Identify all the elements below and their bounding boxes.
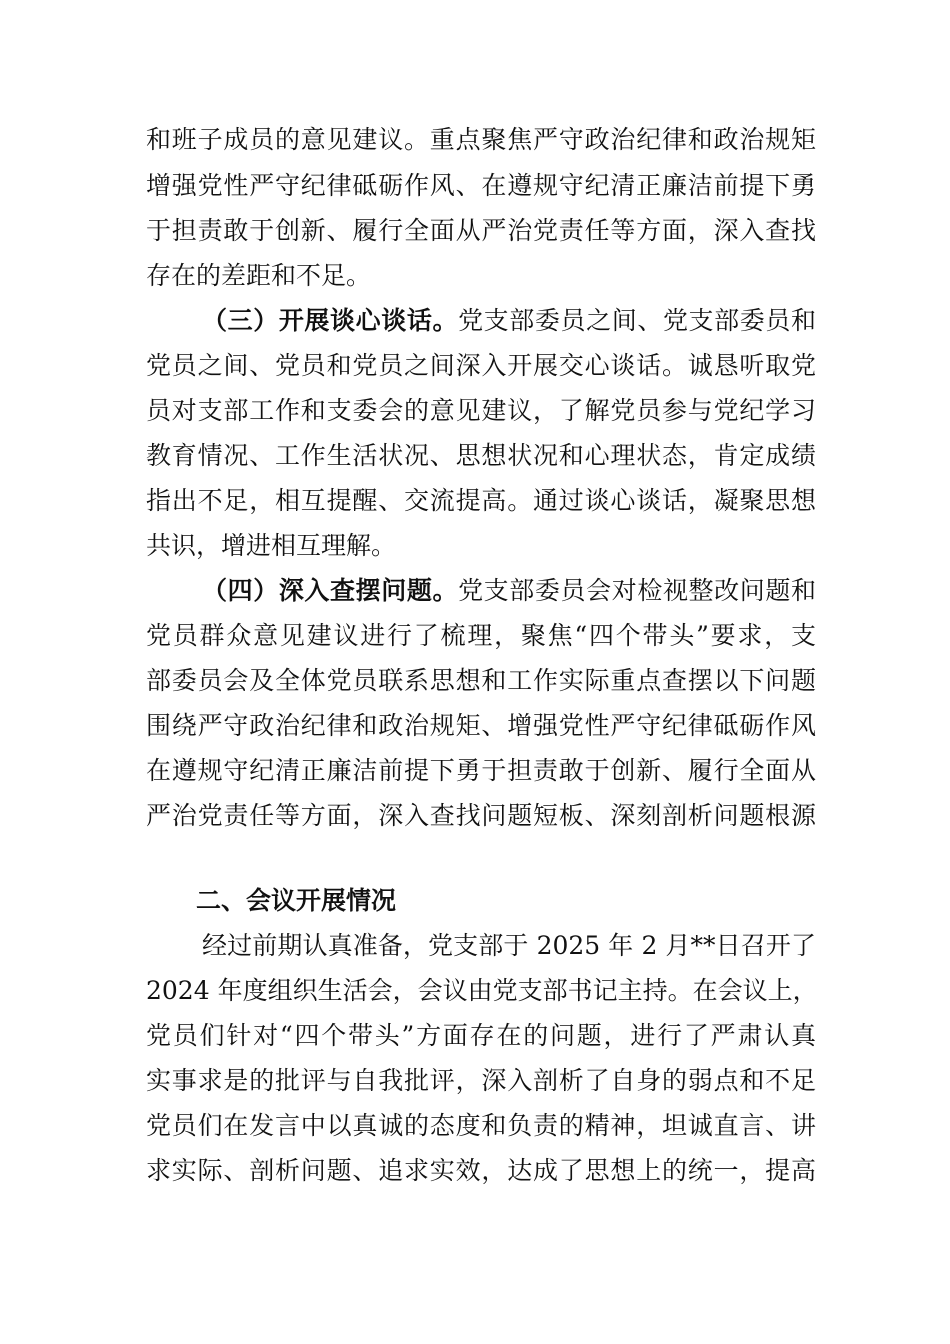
section2-line-6: 求实际、剖析问题、追求实效，达成了思想上的统一，提高	[146, 1156, 816, 1185]
section2-line-3: 党员们针对“四个带头”方面存在的问题，进行了严肃认真	[146, 1021, 816, 1050]
para3-first-line	[202, 576, 816, 606]
para2-first-rest: 党支部委员之间、党支部委员和	[458, 306, 816, 335]
para2-line-3: 员对支部工作和支委会的意见建议，了解党员参与党纪学习	[146, 396, 816, 425]
para3-line-2: 党员群众意见建议进行了梳理，聚焦“四个带头”要求，支	[146, 621, 816, 650]
para1-line-2: 增强党性严守纪律砥砺作风、在遵规守纪清正廉洁前提下勇	[146, 171, 816, 200]
para1-line-1: 和班子成员的意见建议。重点聚焦严守政治纪律和政治规矩	[146, 125, 816, 154]
para3-line-4: 围绕严守政治纪律和政治规矩、增强党性严守纪律砥砺作风	[146, 711, 816, 740]
section2-first-line: 经过前期认真准备，党支部于 2025 年 2 月**日召开了	[202, 931, 816, 960]
para3-line-5: 在遵规守纪清正廉洁前提下勇于担责敢于创新、履行全面从	[146, 756, 816, 785]
para1-line-3: 于担责敢于创新、履行全面从严治党责任等方面，深入查找	[146, 216, 816, 245]
section2-line-4: 实事求是的批评与自我批评，深入剖析了自身的弱点和不足	[146, 1066, 816, 1095]
para1-line-4: 存在的差距和不足。	[146, 261, 372, 290]
para3-first-rest: 党支部委员会对检视整改问题和	[458, 576, 816, 605]
para2-line-5: 指出不足，相互提醒、交流提高。通过谈心谈话，凝聚思想	[146, 486, 816, 515]
para2-line-4: 教育情况、工作生活状况、思想状况和心理状态，肯定成绩	[146, 441, 816, 470]
section2-heading: 二、会议开展情况	[196, 886, 397, 915]
para2-lead-heading: （三）开展谈心谈话。	[202, 306, 459, 335]
para3-line-6: 严治党责任等方面，深入查找问题短板、深刻剖析问题根源	[146, 801, 816, 830]
para3-lead-heading: （四）深入查摆问题。	[202, 576, 459, 605]
para3-line-3: 部委员会及全体党员联系思想和工作实际重点查摆以下问题	[146, 666, 816, 695]
section2-line-5: 党员们在发言中以真诚的态度和负责的精神，坦诚直言、讲	[146, 1111, 816, 1140]
para2-line-2: 党员之间、党员和党员之间深入开展交心谈话。诚恳听取党	[146, 351, 816, 380]
section2-line-2: 2024 年度组织生活会，会议由党支部书记主持。在会议上，	[146, 976, 818, 1005]
para2-first-line	[202, 306, 816, 336]
para2-line-6: 共识，增进相互理解。	[146, 531, 397, 560]
